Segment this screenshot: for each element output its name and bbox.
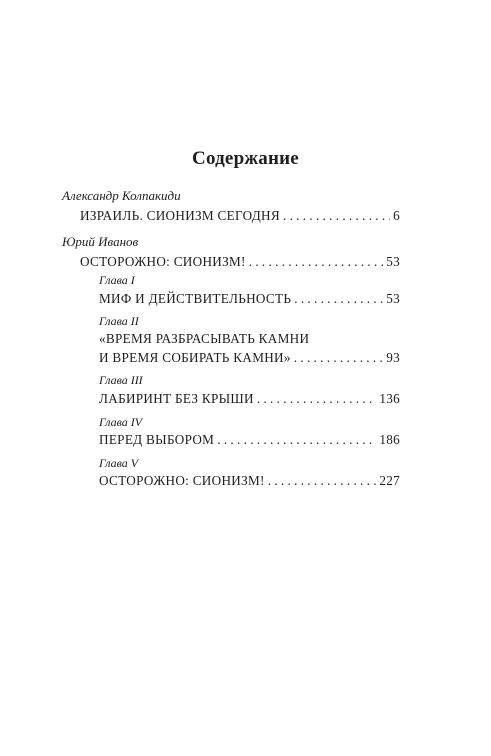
entry-title: ИЗРАИЛЬ. СИОНИЗМ СЕГОДНЯ (80, 208, 280, 223)
entry-title: ОСТОРОЖНО: СИОНИЗМ! (99, 473, 265, 488)
page-title: Содержание (192, 148, 299, 169)
dot-leader (249, 254, 383, 270)
page-number: 6 (393, 208, 400, 223)
dot-leader (283, 208, 390, 224)
toc-entry[interactable] (99, 473, 400, 489)
toc-entry[interactable] (99, 350, 400, 366)
entry-title: ПЕРЕД ВЫБОРОМ (99, 432, 215, 447)
page-number: 186 (379, 432, 400, 447)
chapter-label: Глава IV (99, 415, 143, 429)
dot-leader (268, 473, 377, 489)
toc-entry[interactable] (99, 432, 400, 448)
entry-title: ОСТОРОЖНО: СИОНИЗМ! (80, 254, 246, 269)
toc-entry[interactable] (99, 391, 400, 407)
entry-title-line1[interactable]: «ВРЕМЯ РАЗБРАСЫВАТЬ КАМНИ (99, 331, 310, 346)
chapter-label: Глава III (99, 373, 143, 387)
page-number: 136 (379, 391, 400, 406)
chapter-label: Глава I (99, 273, 135, 287)
entry-title: МИФ И ДЕЙСТВИТЕЛЬНОСТЬ (99, 291, 292, 306)
dot-leader (217, 432, 376, 448)
chapter-label: Глава II (99, 314, 139, 328)
author-name: Александр Колпакиди (62, 188, 181, 203)
page-number: 53 (386, 254, 400, 269)
entry-title: ЛАБИРИНТ БЕЗ КРЫШИ (99, 391, 254, 406)
page-number: 227 (379, 473, 400, 488)
page-number: 93 (386, 350, 400, 365)
page-number: 53 (386, 291, 400, 306)
chapter-label: Глава V (99, 456, 139, 470)
toc-entry[interactable] (80, 254, 400, 270)
dot-leader (257, 391, 376, 407)
entry-title: И ВРЕМЯ СОБИРАТЬ КАМНИ» (99, 350, 291, 365)
author-name: Юрий Иванов (62, 234, 139, 249)
toc-entry[interactable] (80, 208, 400, 224)
toc-entry[interactable] (99, 291, 400, 307)
dot-leader (294, 350, 383, 366)
dot-leader (294, 291, 383, 307)
